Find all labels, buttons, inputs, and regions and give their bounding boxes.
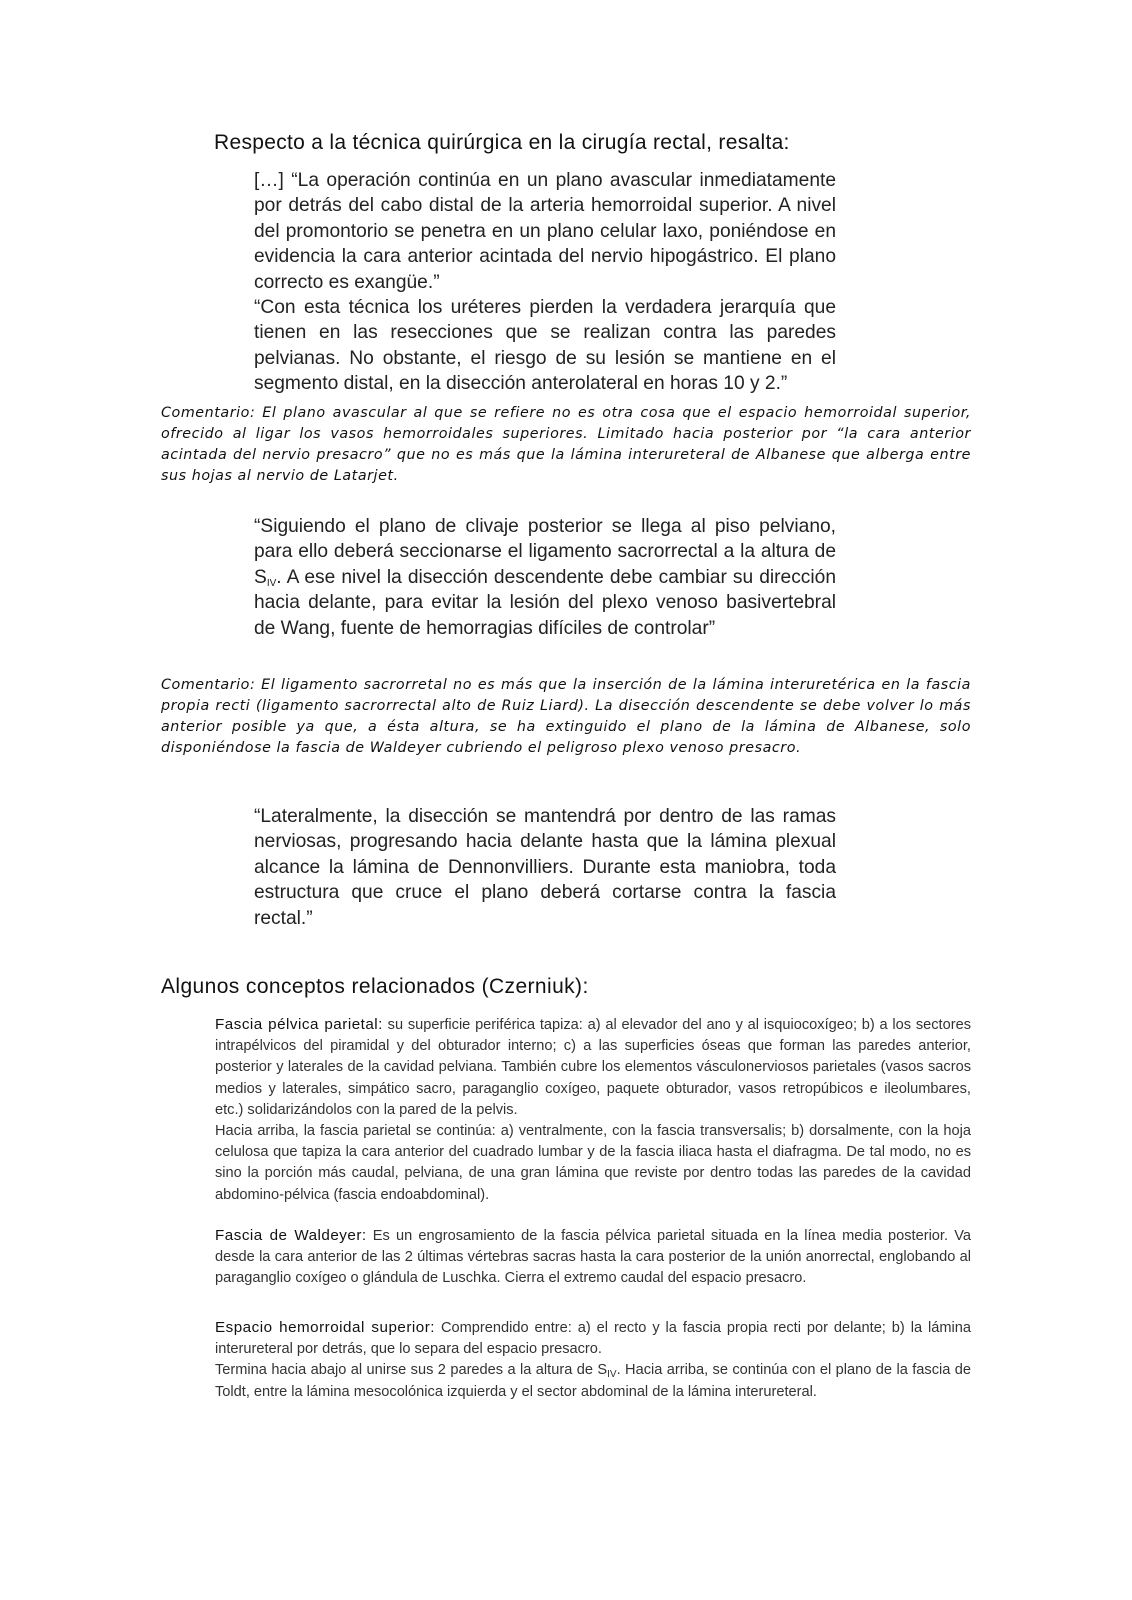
concept-definition: Comprendido entre: a) el recto y la fascia propia recti por delante; b) la lámina interureteral por detrás, que lo separa del espacio presacro. (215, 1320, 971, 1358)
quote-paragraph: “Con esta técnica los uréteres pierden la verdadera jerarquía que tienen en las resecciones que se realizan contra las paredes pelvianas. No obstante, el riesgo de su lesión se mantiene en el segmento distal, en la disección anterolateral en horas 10 y 2.” (254, 297, 836, 395)
concept-fascia-pelvica-parietal (215, 1014, 971, 1206)
quote-paragraph: “Lateralmente, la disección se mantendrá por dentro de las ramas nerviosas, progresando hacia delante hasta que la lámina plexual alcance la lámina de Dennonvilliers. Durante esta maniobra, toda estructura que cruce el plano deberá cortarse contra la fascia rectal.” (254, 806, 836, 929)
section-heading-related-concepts: Algunos conceptos relacionados (Czerniuk): (161, 975, 589, 998)
subscript-roman-numeral: IV (266, 577, 277, 589)
concept-espacio-hemorroidal-superior (215, 1317, 971, 1403)
concept-fascia-de-waldeyer (215, 1225, 971, 1290)
comment-1: Comentario: El plano avascular al que se refiere no es otra cosa que el espacio hemorroidal superior, ofrecido al ligar los vasos hemorroidales superiores. Limitado hacia posterior por “la cara anterior acintada del nervio presacro” que no es más que la lámina interureteral de Albanese que alberga entre sus hojas al nervio de Latarjet. (161, 405, 971, 484)
concept-term: Fascia de Waldeyer: (215, 1227, 367, 1244)
concept-definition: su superficie periférica tapiza: a) al elevador del ano y al isquiocoxígeo; b) a los sectores intrapélvicos del piramidal y del obturador interno; c) a las superficies óseas que forman las paredes anterior, posterior y laterales de la cavidad pelviana. También cubre los elementos vásculonerviosos parietales (vasos sacros medios y laterales, simpático sacro, paraganglio coxígeo, paquete obturador, vasos retropúbicos e ileolumbares, etc.) solidarizándolos con la pared de la pelvis. (215, 1017, 971, 1118)
concept-term: Fascia pélvica parietal: (215, 1016, 383, 1033)
quote-block-3 (254, 804, 836, 931)
section-heading-surgical-technique: Respecto a la técnica quirúrgica en la cirugía rectal, resalta: (214, 131, 790, 154)
quote-paragraph: “Siguiendo el plano de clivaje posterior se llega al piso pelviano, para ello deberá seccionarse el ligamento sacrorrectal a la altura de $S_{IV}$. A ese nivel la disección descendente debe cambiar su dirección hacia delante, para evitar la lesión del plexo venoso basivertebral de Wang, fuente de hemorragias difíciles de controlar” (254, 516, 836, 639)
concept-definition: Hacia arriba, la fascia parietal se continúa: a) ventralmente, con la fascia transversalis; b) dorsalmente, con la hoja celulosa que tapiza la cara anterior del cuadrado lumbar y de la fascia iliaca hasta el diafragma. De tal modo, no es sino la porción más caudal, pelviana, de una gran lámina que reviste por dentro todas las paredes de la cavidad abdomino-pélvica (fascia endoabdominal). (215, 1123, 971, 1203)
subscript-roman-numeral: IV (607, 1369, 617, 1381)
quote-block-1 (254, 168, 836, 397)
quote-block-2 (254, 514, 836, 641)
quote-paragraph: […] “La operación continúa en un plano avascular inmediatamente por detrás del cabo distal de la arteria hemorroidal superior. A nivel del promontorio se penetra en un plano celular laxo, poniéndose en evidencia la cara anterior acintada del nervio hipogástrico. El plano correcto es exangüe.” (254, 170, 836, 293)
comment-2: Comentario: El ligamento sacrorretal no es más que la inserción de la lámina interuretérica en la fascia propia recti (ligamento sacrorrectal alto de Ruiz Liard). La disección descendente se debe volver lo más anterior posible ya que, a ésta altura, se ha extinguido el plano de la lámina de Albanese, solo disponiéndose la fascia de Waldeyer cubriendo el peligroso plexo venoso presacro. (161, 677, 971, 756)
concept-term: Espacio hemorroidal superior: (215, 1319, 436, 1336)
concept-definition: Termina hacia abajo al unirse sus 2 paredes a la altura de $S_{IV}$. Hacia arriba, se continúa con el plano de la fascia de Toldt, entre la lámina mesocolónica izquierda y el sector abdominal de la lámina interureteral. (215, 1362, 971, 1400)
concept-definition: Es un engrosamiento de la fascia pélvica parietal situada en la línea media posterior. Va desde la cara anterior de las 2 últimas vértebras sacras hasta la cara posterior de la unión anorrectal, englobando al paraganglio coxígeo o glándula de Luschka. Cierra el extremo caudal del espacio presacro. (215, 1228, 971, 1287)
